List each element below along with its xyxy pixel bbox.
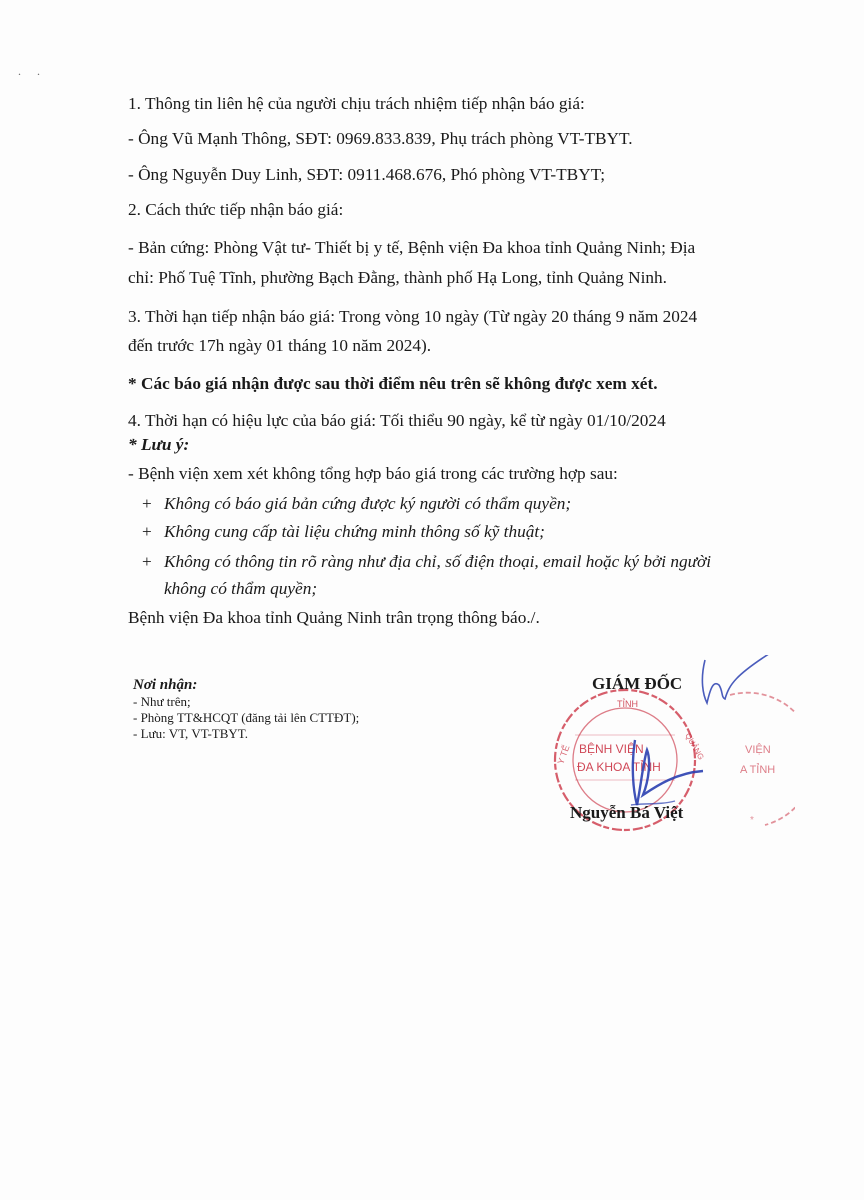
bullet-mark-3: + — [142, 552, 152, 571]
contact-line-1: - Ông Vũ Mạnh Thông, SĐT: 0969.833.839, Phụ trách phòng VT-TBYT. — [128, 129, 633, 148]
section-3-line-2: đến trước 17h ngày 01 tháng 10 năm 2024). — [128, 336, 432, 355]
bullet-mark-2: + — [142, 522, 152, 541]
bullet-item-2: Không cung cấp tài liệu chứng minh thông số kỹ thuật; — [164, 522, 545, 541]
section-4-line: 4. Thời hạn có hiệu lực của báo giá: Tối thiểu 90 ngày, kể từ ngày 01/10/2024 — [128, 411, 666, 430]
stamp2-line-1: VIỆN — [745, 744, 771, 756]
hardcopy-line-1: - Bản cứng: Phòng Vật tư- Thiết bị y tế, Bệnh viện Đa khoa tỉnh Quảng Ninh; Địa — [128, 238, 696, 257]
stamp2-line-2: A TỈNH — [740, 764, 776, 776]
section-3-line-1: 3. Thời hạn tiếp nhận báo giá: Trong vòng 10 ngày (Từ ngày 20 tháng 9 năm 2024 — [128, 307, 698, 326]
recipient-item-3: - Lưu: VT, VT-TBYT. — [133, 726, 249, 741]
section-1-heading: 1. Thông tin liên hệ của người chịu trách nhiệm tiếp nhận báo giá: — [128, 94, 585, 113]
bullet-mark-1: + — [142, 494, 152, 513]
director-name: Nguyễn Bá Việt — [570, 803, 684, 822]
hardcopy-line-2: chỉ: Phố Tuệ Tĩnh, phường Bạch Đằng, thành phố Hạ Long, tỉnh Quảng Ninh. — [128, 268, 667, 287]
stamp-top-text: TỈNH — [617, 699, 638, 709]
contact-line-2: - Ông Nguyễn Duy Linh, SĐT: 0911.468.676, Phó phòng VT-TBYT; — [128, 165, 606, 184]
stamp-arc-right: QUẢNG — [683, 731, 706, 762]
recipients-title: Nơi nhận: — [133, 677, 198, 693]
stamp-arc-left: Y TẾ — [555, 743, 572, 766]
note-intro: - Bệnh viện xem xét không tổng hợp báo giá trong các trường hợp sau: — [128, 464, 618, 483]
svg-text:*: * — [750, 815, 754, 826]
closing-statement: Bệnh viện Đa khoa tỉnh Quảng Ninh trân trọng thông báo./. — [128, 608, 540, 627]
recipient-item-1: - Như trên; — [133, 694, 191, 709]
late-quote-notice: * Các báo giá nhận được sau thời điểm nêu trên sẽ không được xem xét. — [128, 374, 658, 393]
recipient-item-2: - Phòng TT&HCQT (đăng tải lên CTTĐT); — [133, 710, 360, 725]
stamp-line-1: BỆNH VIỆN — [579, 742, 644, 756]
stamp-line-2: ĐA KHOA TỈNH — [577, 760, 661, 774]
section-2-heading: 2. Cách thức tiếp nhận báo giá: — [128, 200, 344, 219]
bullet-item-3-line-2: không có thẩm quyền; — [164, 579, 318, 598]
recipients-block — [133, 676, 373, 742]
stamp-seal-secondary — [730, 693, 795, 826]
signature-scribble-top — [702, 655, 775, 703]
note-heading: * Lưu ý: — [128, 435, 190, 454]
scan-artifact-dots: .. — [18, 64, 56, 78]
bullet-item-1: Không có báo giá bản cứng được ký người có thẩm quyền; — [164, 494, 572, 513]
director-title: GIÁM ĐỐC — [592, 674, 683, 693]
bullet-item-3-line-1: Không có thông tin rõ ràng như địa chỉ, số điện thoại, email hoặc ký bởi người — [164, 552, 712, 571]
